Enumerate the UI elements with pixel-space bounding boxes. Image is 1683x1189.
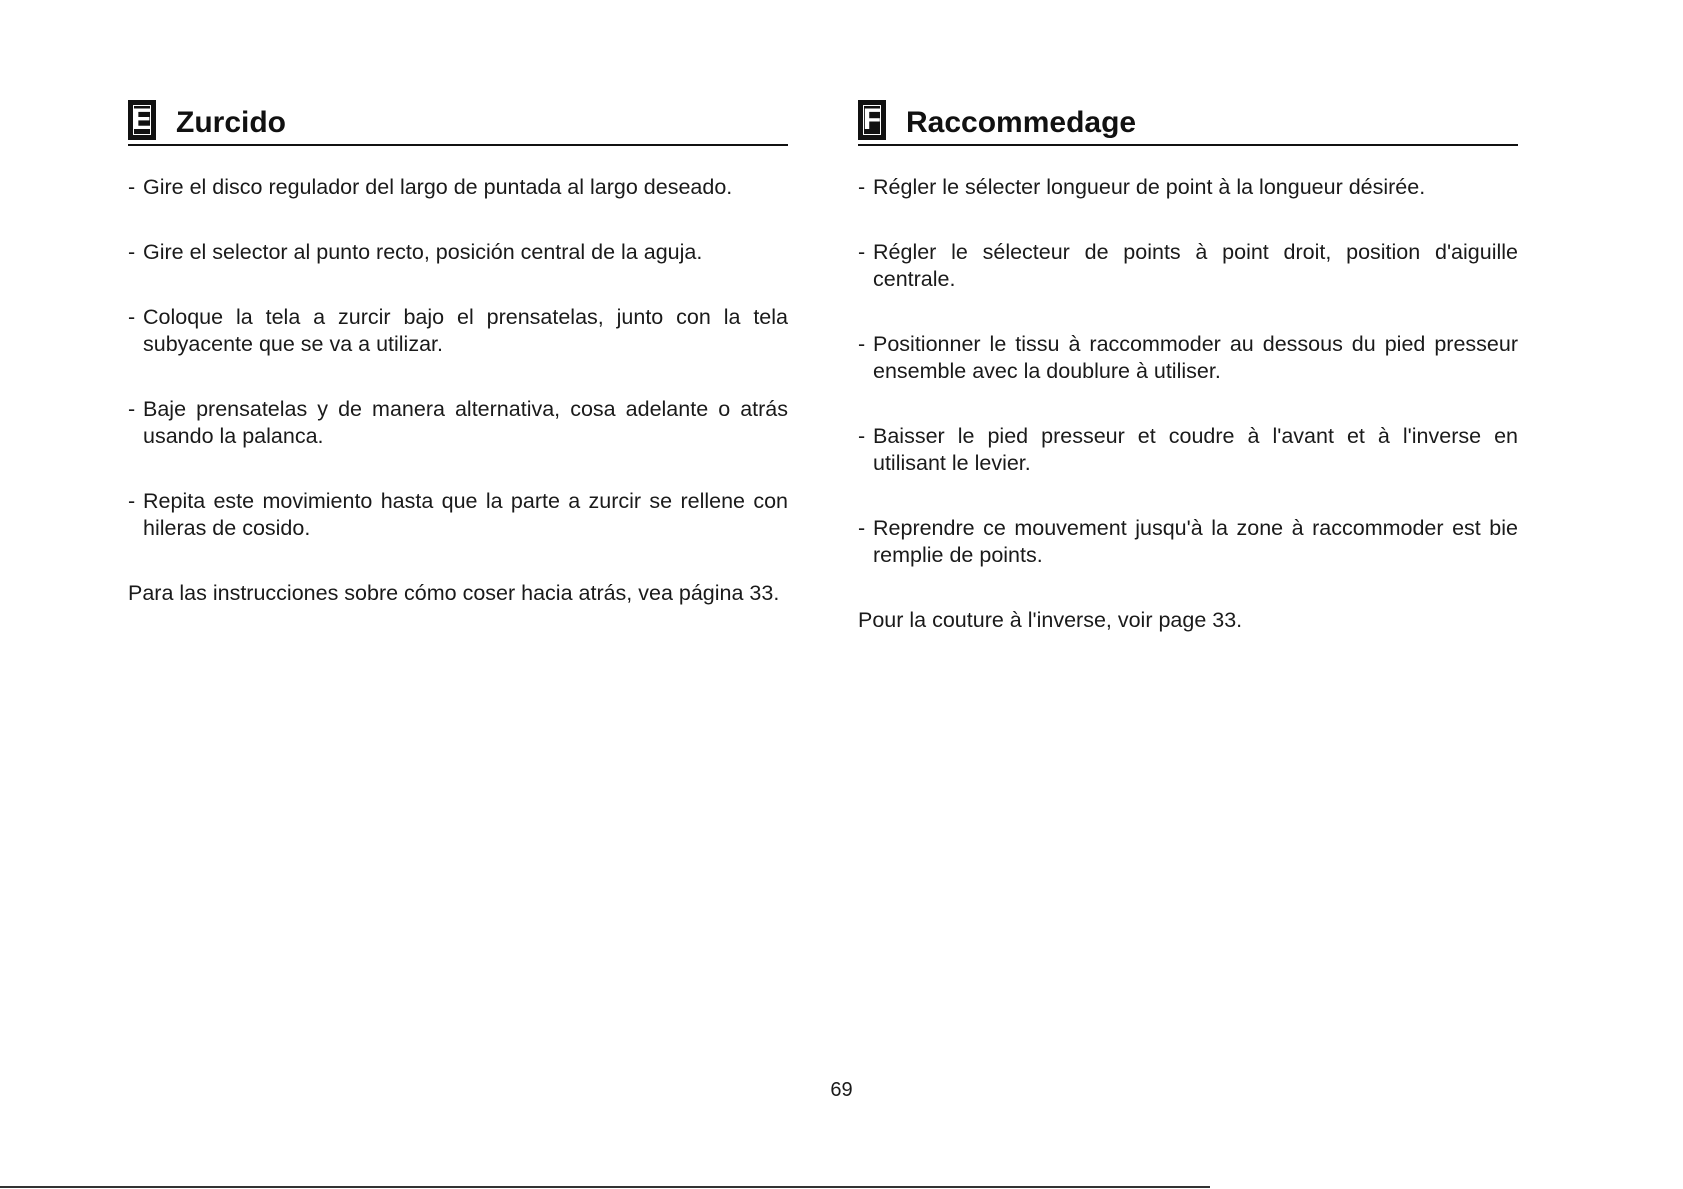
- list-item: [128, 488, 788, 542]
- french-section: [858, 100, 1518, 634]
- section-title: Zurcido: [176, 106, 286, 139]
- list-item: [858, 174, 1518, 201]
- list-item: [128, 239, 788, 266]
- language-badge-e: E: [128, 100, 156, 140]
- french-heading: [858, 100, 1518, 146]
- spanish-heading: [128, 100, 788, 146]
- list-item: [128, 174, 788, 201]
- bottom-divider: [0, 1186, 1210, 1188]
- list-item: [128, 304, 788, 358]
- step-text: - Gire el selector al punto recto, posición central de la aguja.: [143, 240, 703, 264]
- section-title: Raccommedage: [906, 106, 1137, 139]
- step-text: - Positionner le tissu à raccommoder au dessous du pied presseur ensemble avec la doublure à utiliser.: [873, 332, 1518, 383]
- french-steps-list: [858, 174, 1518, 569]
- list-item: [858, 239, 1518, 293]
- step-text: - Gire el disco regulador del largo de puntada al largo deseado.: [143, 175, 733, 199]
- step-text: - Baje prensatelas y de manera alternativa, cosa adelante o atrás usando la palanca.: [143, 397, 788, 448]
- spanish-steps-list: [128, 174, 788, 542]
- list-item: [858, 515, 1518, 569]
- spanish-note: Para las instrucciones sobre cómo coser hacia atrás, vea página 33.: [128, 581, 780, 605]
- page-number: 69: [830, 1079, 853, 1101]
- list-item: [858, 423, 1518, 477]
- spanish-section: [128, 100, 788, 607]
- step-text: - Baisser le pied presseur et coudre à l'avant et à l'inverse en utilisant le levier.: [873, 424, 1518, 475]
- list-item: [128, 396, 788, 450]
- step-text: - Régler le sélecteur de points à point droit, position d'aiguille centrale.: [873, 240, 1518, 291]
- step-text: - Coloque la tela a zurcir bajo el prensatelas, junto con la tela subyacente que se va a utilizar.: [143, 305, 788, 356]
- step-text: - Reprendre ce mouvement jusqu'à la zone à raccommoder est bie remplie de points.: [873, 516, 1518, 567]
- french-note: Pour la couture à l'inverse, voir page 33.: [858, 608, 1243, 632]
- list-item: [858, 331, 1518, 385]
- language-badge-f: F: [858, 100, 886, 140]
- step-text: - Régler le sélecter longueur de point à la longueur désirée.: [873, 175, 1426, 199]
- step-text: - Repita este movimiento hasta que la parte a zurcir se rellene con hileras de cosido.: [143, 489, 788, 540]
